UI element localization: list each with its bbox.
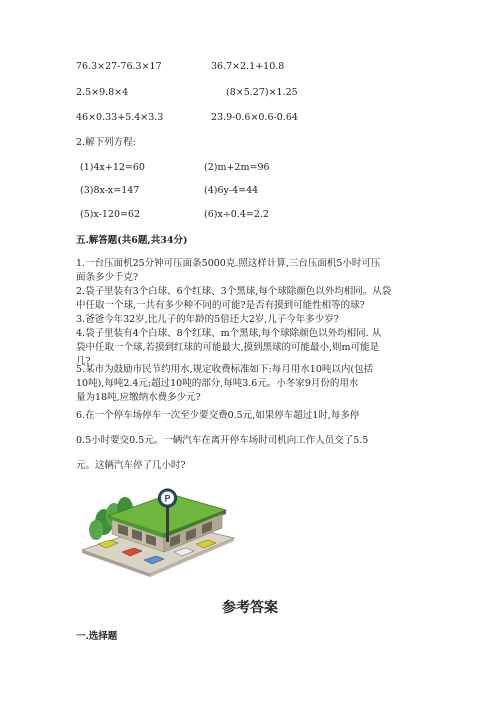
question-2	[76, 285, 431, 313]
equation-4: (4)6y-4=44	[204, 185, 259, 196]
equations-heading: 2.解下列方程:	[76, 137, 136, 148]
question-1-line-1: 1.一台压面机25分钟可压面条5000克.照这样计算,三台压面机5小时可压	[76, 258, 381, 269]
answer-title: 参考答案	[222, 600, 278, 616]
calc-1b: 36.7×2.1+10.8	[211, 61, 285, 72]
question-5-line-1: 5.某市为鼓励市民节约用水,规定收费标准如下:每月用水10吨以内(包括	[76, 364, 374, 375]
question-6	[76, 403, 431, 478]
question-3-line-1: 3.爸爸今年32岁,比儿子的年龄的5倍还大2岁,儿子今年多少岁?	[76, 314, 339, 325]
question-2-line-2: 中任取一个球,一共有多少种不同的可能?是否有摸到可能性相等的球?	[76, 300, 365, 311]
svg-text:P: P	[164, 493, 171, 504]
question-5-line-3: 量为18吨,应缴纳水费多少元?	[76, 392, 201, 403]
question-3	[76, 313, 431, 327]
question-1	[76, 257, 431, 285]
equation-2: (2)m+2m=96	[204, 162, 270, 173]
calc-3b: 23.9-0.6×0.6-0.64	[211, 112, 298, 123]
question-5	[76, 363, 431, 405]
parking-lot-illustration	[78, 482, 238, 578]
equation-3: (3)8x-x=147	[80, 185, 140, 196]
question-4-line-2: 袋中任取一个球,若摸到红球的可能最大,摸到黑球的可能最小,则m可能是	[76, 342, 380, 353]
question-2-line-1: 2.袋子里装有3个白球、6个红球、3个黑球,每个球除颜色以外均相同。从袋	[76, 286, 392, 297]
equation-5: (5)x-120=62	[80, 209, 141, 220]
calc-2b: (8×5.27)×1.25	[226, 87, 298, 98]
question-6-line-3: 元。这辆汽车停了几小时?	[76, 460, 186, 471]
question-5-line-2: 10吨),每吨2.4元;超过10吨的部分,每吨3.6元。小冬家9月份的用水	[76, 378, 359, 389]
question-4-line-3: 几?	[76, 356, 91, 367]
section-5-heading: 五.解答题(共6题,共34分)	[76, 235, 188, 246]
calc-3a: 46×0.33+5.4×3.3	[76, 112, 164, 123]
equation-1: (1)4x+12=60	[80, 162, 145, 173]
question-6-line-1: 6.在一个停车场停车一次至少要交费0.5元,如果停车超过1时,每多停	[76, 410, 360, 421]
question-6-line-2: 0.5小时要交0.5元。一辆汽车在离开停车场时司机向工作人员交了5.5	[76, 435, 369, 446]
question-1-line-2: 面条多少千克?	[76, 272, 139, 283]
answer-section-1-heading: 一.选择题	[76, 631, 118, 642]
calc-2a: 2.5×9.8×4	[76, 87, 129, 98]
question-4-line-1: 4.袋子里装有4个白球、8个红球、m个黑球,每个球除颜色以外均相同. 从	[76, 328, 382, 339]
calc-1a: 76.3×27-76.3×17	[76, 61, 162, 72]
equation-6: (6)x÷0.4=2.2	[204, 209, 269, 220]
